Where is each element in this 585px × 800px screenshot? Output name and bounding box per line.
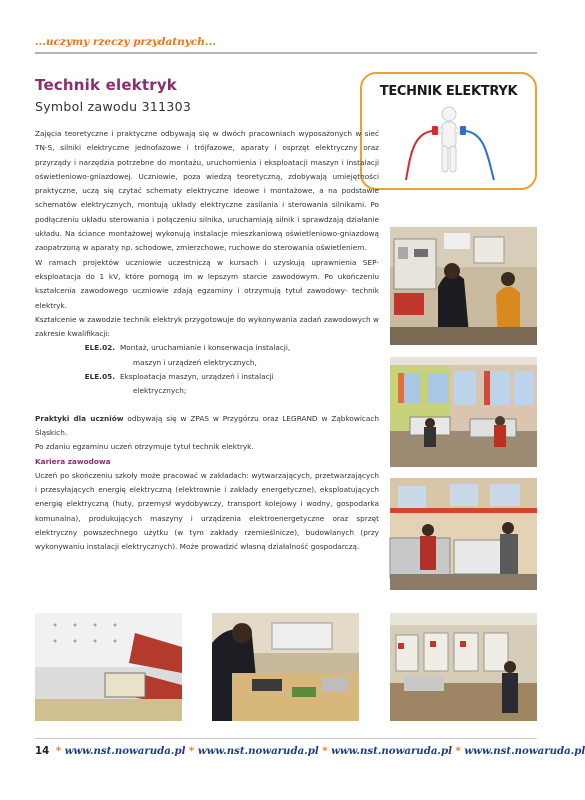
separator: * — [455, 745, 461, 757]
footer-link[interactable]: www.nst.nowaruda.pl — [64, 745, 186, 757]
photo-workshop-wall — [390, 227, 537, 345]
practice-text: odbywają się w ZPAS w Przygórzu oraz LEGRAND w Ząbkowicach Śląskich. — [35, 413, 379, 437]
footer-link[interactable]: www.nst.nowaruda.pl — [464, 745, 585, 757]
qualification-code: ELE.02. — [84, 343, 115, 353]
footer-link[interactable]: www.nst.nowaruda.pl — [197, 745, 319, 757]
career-heading: Kariera zawodowa — [35, 456, 111, 466]
qualification-text-cont: maszyn i urządzeń elektrycznych, — [133, 357, 257, 367]
qualification-text: Eksploatacja maszyn, urządzeń i instalacji — [120, 372, 274, 382]
qualification-item — [35, 341, 379, 370]
paragraph-projects: W ramach projektów uczniowie uczestniczą w kursach i uzyskują uprawnienia SEP-eksploatacja do 1 kV, które pomogą im w lepszym starcie zawodowym. Po ukończeniu kształcenia zawodowego uczniowie zdają egzaminy i otrzymują tytuł zawodowy- technik elektryk. — [35, 257, 379, 310]
photo-lab-students — [390, 478, 537, 590]
photo-student-workbench — [212, 613, 359, 721]
qualification-text: Montaż, uruchamianie i konserwacja instalacji, — [120, 343, 291, 353]
page-title: Technik elektryk — [35, 76, 177, 94]
photo-lab-boards — [390, 613, 537, 721]
paragraph-qualifications-intro: Kształcenie w zawodzie technik elektryk przygotowuje do wykonywania zadań zawodowych w zakresie kwalifikacji: — [35, 314, 379, 339]
person-with-plug-icon — [402, 104, 497, 186]
paragraph-career: Uczeń po skończeniu szkoły może pracować w zakładach: wytwarzających, przetwarzających i przesyłających energię elektryczną (elektrownie i zakłady energetyczne), eksploatujących energię elektryczną (huty, przemysł wydobywczy, transport kolejowy i wodny, gospodarka komunalna), produkujących maszyny i urządzenia elektroenergetyczne oraz sprzęt elektryczny powszechnego użytku (w tym zakłady rzemieślnicze), budowlanych (przy wykonywaniu instalacji elektrycznych). Może prowadzić własną działalność gospodarczą. — [35, 470, 379, 552]
separator: * — [189, 745, 195, 757]
footer-link[interactable]: www.nst.nowaruda.pl — [331, 745, 452, 757]
photo-hands-wiring — [35, 613, 182, 721]
footer-divider — [35, 738, 537, 739]
header-tagline: ...uczymy rzeczy przydatnych... — [35, 36, 216, 48]
separator: * — [322, 745, 328, 757]
page-number: 14 — [35, 746, 50, 757]
footer — [35, 745, 585, 757]
page-subtitle: Symbol zawodu 311303 — [35, 99, 192, 114]
header-divider — [35, 52, 537, 54]
logo-title: TECHNIK ELEKTRYK — [379, 84, 518, 99]
qualification-item — [35, 370, 379, 399]
practice-label: Praktyki dla uczniów — [35, 413, 124, 423]
qualification-text-cont: elektrycznych; — [133, 386, 187, 396]
qualifications-list — [35, 341, 379, 398]
paragraph-labs: Zajęcia teoretyczne i praktyczne odbywają się w dwóch pracowniach wyposażonych w sieć TN-S, silniki elektryczne jednofazowe i trójfazowe, aparaty i osprzęt elektryczny oraz przyrządy i narzędzia potrzebne do montażu, uruchomienia i eksploatacji maszyn i instalacji oświetleniowo-gniazdowej. Uczniowie, poza wiedzą teoretyczną, zdobywają umiejętności praktyczne, uczą się czytać schematy elektryczne ideowe i montażowe, a na podstawie schematów elektrycznych, montują układy elektryczne zasilania i sterowania silnikami. Po podłączeniu układu sterowania i połączeniu silnika, uruchamiają silnik i sprawdzają działanie układu. Na ściance montażowej wykonują instalacje mieszkaniową oświetleniowo-gniazdową zaopatrzoną w aparaty np. schodowe, zmierzchowe, ruchowe do sterowania oświetleniem. — [35, 129, 379, 253]
separator: * — [55, 745, 62, 757]
photo-classroom — [390, 357, 537, 467]
profession-logo — [360, 72, 537, 190]
main-text — [35, 127, 379, 555]
paragraph-practice — [35, 412, 379, 441]
qualification-code: ELE.05. — [84, 372, 115, 382]
paragraph-exam: Po zdaniu egzaminu uczeń otrzymuje tytuł technik elektryk. — [35, 442, 254, 452]
